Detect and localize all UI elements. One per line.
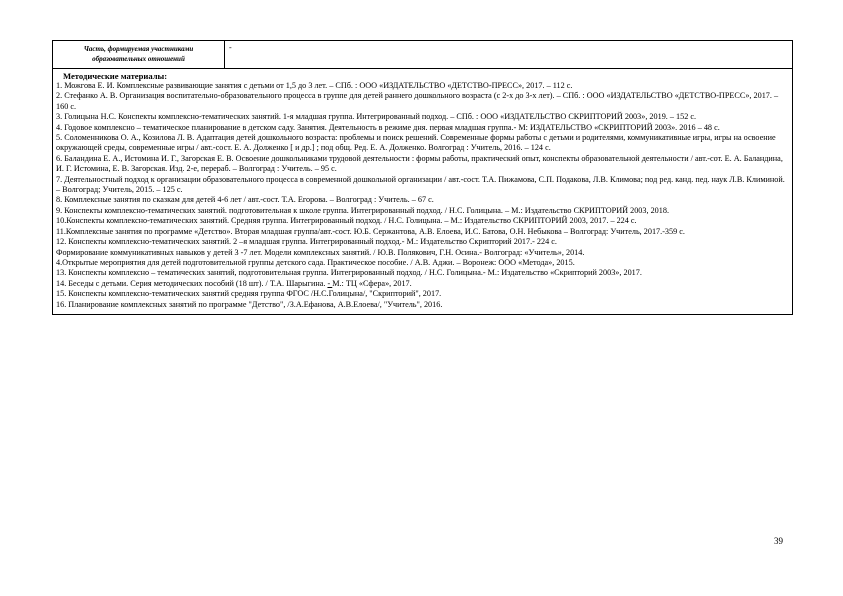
list-item-3: 3. Голицына Н.С. Конспекты комплексно-тематических занятий. 1-я младшая группа. Интегрированный подход. – СПб. : ООО «ИЗДАТЕЛЬСТВО СКРИПТОРИЙ 2003», 2019. – 152 с. [56, 112, 697, 122]
list-item-4: 4. Годовое комплексно – тематическое планирование в детском саду. Занятия. Деятельность в режиме дня. первая младшая группа.- М: ИЗДАТЕЛЬСТВО «СКРИПТОРИЙ 2003». 2016 – 48 с. [56, 122, 720, 132]
list-item-14-dash: - [327, 278, 333, 288]
list-item-9: 9. Конспекты комплексно-тематических занятий. подготовительная к школе группа. Интегрированный подход. / Н.С. Голицына. – М.: Издательство СКРИПТОРИЙ 2003, 2018. [56, 205, 669, 215]
part-row [53, 41, 792, 69]
list-item-11: 11.Комплексные занятия по программе «Детство». Вторая младшая группа/авт.-сост. Ю.Б. Сержантова, А.В. Елоева, И.С. Батова, О.Н. Небыкова – Волгоград: Учитель, 2017.-359 с. [56, 226, 685, 236]
list-item-2: 2. Стефанко А. В. Организация воспитательно-образовательного процесса в группе для детей раннего дошкольного возраста (с 2-х до 3-х лет). – СПб. : ООО «ИЗДАТЕЛЬСТВО «ДЕТСТВО-ПРЕСС», 2017. – 160 с. [56, 91, 779, 111]
list-item-8: 8. Комплексные занятия по сказкам для детей 4-6 лет / авт.-сост. Т.А. Егорова. – Волгоград : Учитель. – 67 с. [56, 195, 434, 205]
materials-table [52, 40, 793, 315]
list-item-1: 1. Можгова Е. И. Комплексные развивающие занятия с детьми от 1,5 до 3 лет. – СПб. : ООО «ИЗДАТЕЛЬСТВО «ДЕТСТВО-ПРЕСС», 2017. – 112 с. [56, 81, 573, 90]
materials-heading: Методические материалы: [63, 71, 168, 81]
list-item-open-events: 4.Открытые мероприятия для детей подготовительной группы детского сада. Практическое пособие. / А.В. Аджи. – Воронеж: ООО «Метода», 2015. [56, 257, 575, 267]
list-item-6: 6. Баландина Е. А., Истомина И. Г., Загорская Е. В. Освоение дошкольниками трудовой деятельности : формы работы, практический опыт, конспекты образовательной деятельности / авт.-сот. Е. А. Баландина, И. Г. Истомина, Е. В. Загорская. Изд. 2-е, перераб. – Волгоград : Учитель. – 95 с. [56, 153, 783, 174]
part-value-cell: - [229, 43, 232, 52]
materials-content [53, 69, 792, 314]
list-item-13: 13. Конспекты комплексно – тематических занятий, подготовительная группа. Интегрированный подход. / Н.С. Голицына.- М.: Издательство «Скрипторий 2003», 2017. [56, 268, 642, 278]
part-label-line2: образовательных отношений [92, 55, 185, 63]
page-number: 39 [774, 536, 783, 546]
part-label-cell [53, 41, 225, 68]
list-item-5: 5. Соломенникова О. А., Козилова Л. В. Адаптация детей дошкольного возраста: проблемы и поиск решений. Современные формы работы с детьми и родителями, коммуникативные игры, игры на освоение окружающей среды, современные игры / авт.-сост. Е. А. Долженко [ и др.] ; под общ. Ред. Е. А. Долженко. Волгоград : Учитель, 2016. – 124 с. [56, 133, 776, 153]
list-item-14-main: 14. Беседы с детьми. Серия методических пособий (18 шт). / Т.А. Шарыгина. [56, 278, 328, 288]
part-label-line1: Часть, формируемая участниками [83, 45, 194, 53]
list-item-14-tail: М.: ТЦ «Сфера», 2017. [332, 278, 412, 288]
list-item-10: 10.Конспекты комплексно-тематических занятий. Средняя группа. Интегрированный подход. / Н.С. Голицына. – М.: Издательство СКРИПТОРИЙ 2003, 2017. – 224 с. [56, 216, 637, 226]
list-item-12: 12. Конспекты комплексно-тематических занятий. 2 –я младшая группа. Интегрированный подход.- М.: Издательство Скрипторий 2017.- 224 с. [56, 237, 557, 247]
list-item-7: 7. Деятельностный подход к организации образовательного процесса в современной дошкольной организации / авт.-сост. Т.А. Пижамова, С.П. Подакова, Л.В. Климова; под ред. канд. пед. наук Л.В. Климиной. – Волгоград; Учитель, 2015. – 125 с. [56, 174, 785, 195]
list-item-communication: Формирование коммуникативных навыков у детей 3 -7 лет. Модели комплексных занятий. / Ю.В. Полякович, Г.Н. Осина.- Волгоград: «Учитель», 2014. [56, 247, 585, 257]
list-item-14 [56, 279, 790, 289]
list-item-15: 15. Конспекты комплексно-тематических занятий средняя группа ФГОС /Н.С.Голицына/, "Скрипторий", 2017. [56, 289, 442, 299]
list-item-16: 16. Планирование комплексных занятий по программе "Детство", /З.А.Ефанова, А.В.Елоева/, "Учитель", 2016. [56, 299, 443, 309]
